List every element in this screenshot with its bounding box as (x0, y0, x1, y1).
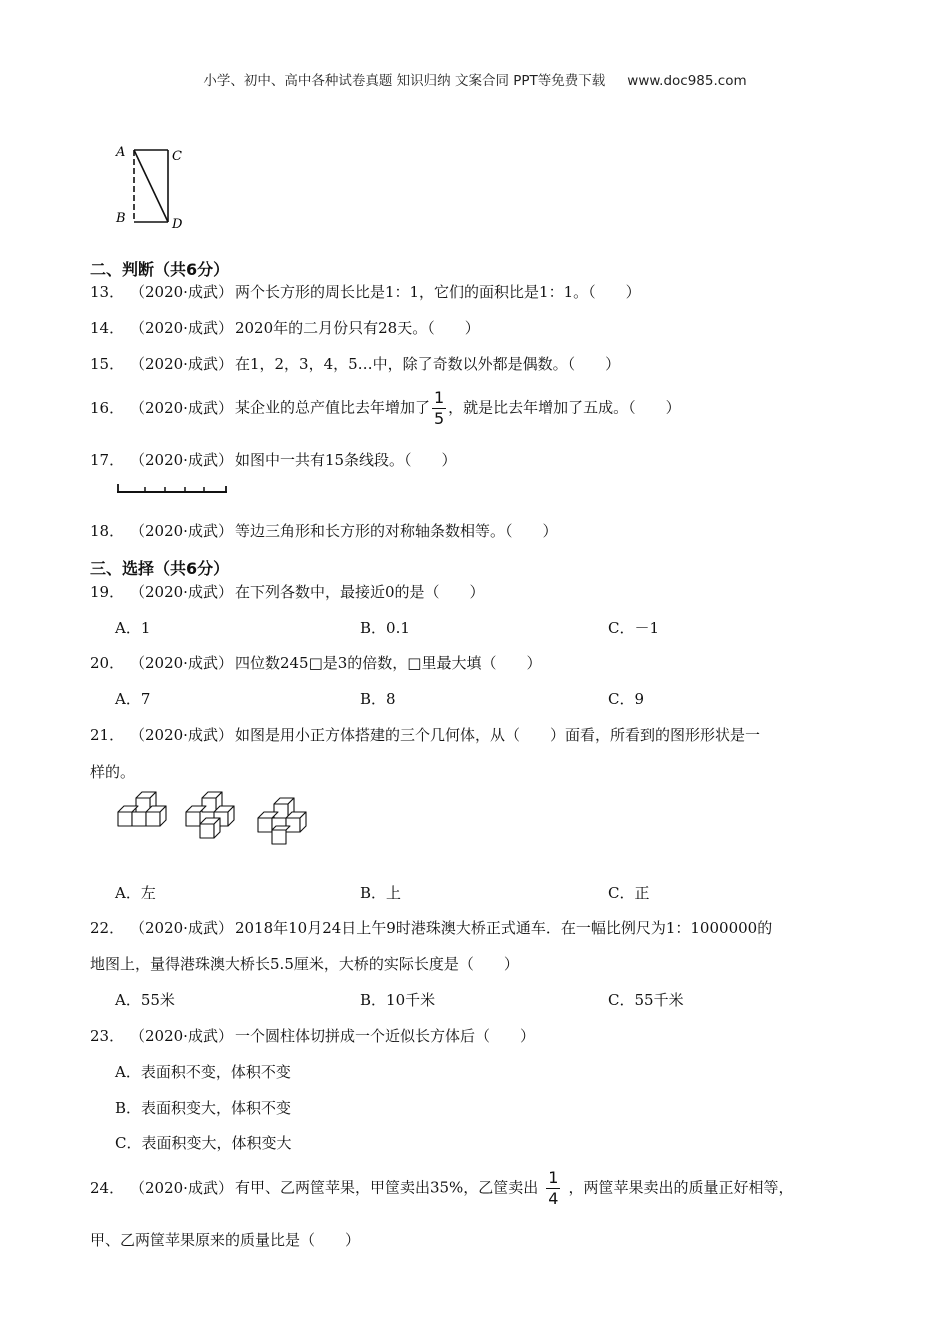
question-source: （2020·成武） (130, 726, 233, 744)
question-source: （2020·成武） (130, 283, 233, 301)
question-number: 18． (90, 522, 125, 540)
question-20 (90, 652, 541, 673)
question-number: 19． (90, 583, 125, 601)
label-a: A (116, 145, 126, 160)
question-text: 如图中一共有15条线段。（ ） (234, 451, 457, 469)
question-22-continued: 地图上，量得港珠澳大桥长5.5厘米，大桥的实际长度是（ ） (90, 955, 519, 973)
question-text: 在下列各数中，最接近0的是（ ） (234, 583, 485, 601)
question-15 (90, 353, 620, 374)
question-23 (90, 1025, 535, 1046)
question-21-continued: 样的。 (90, 763, 136, 781)
question-source: （2020·成武） (130, 398, 233, 417)
question-text-b: ，就是比去年增加了五成。（ ） (448, 398, 681, 417)
question-17 (90, 449, 457, 470)
header-url[interactable]: www.doc985.com (627, 73, 747, 89)
question-number: 22． (90, 919, 125, 937)
question-source: （2020·成武） (130, 451, 233, 469)
question-number: 17． (90, 451, 125, 469)
question-24 (90, 1168, 794, 1209)
option-a[interactable]: A．55米 (115, 991, 175, 1009)
question-source: （2020·成武） (130, 919, 233, 937)
question-text: 在1，2，3，4，5…中，除了奇数以外都是偶数。（ ） (234, 355, 621, 373)
question-text-b: ，两筐苹果卖出的质量正好相等， (568, 1178, 794, 1197)
question-number: 14． (90, 319, 125, 337)
option-a[interactable]: A．1 (115, 619, 151, 637)
option-b[interactable]: B．0.1 (360, 619, 410, 637)
question-source: （2020·成武） (130, 654, 233, 672)
question-text: 等边三角形和长方形的对称轴条数相等。（ ） (234, 522, 558, 540)
option-b[interactable]: B．上 (360, 884, 402, 902)
question-source: （2020·成武） (130, 522, 233, 540)
question-16 (90, 388, 681, 429)
question-text: 四位数245□是3的倍数，□里最大填（ ） (234, 654, 542, 672)
header-text: 小学、初中、高中各种试卷真题 知识归纳 文案合同 PPT等免费下载 (203, 73, 606, 89)
option-a[interactable]: A．7 (115, 690, 151, 708)
option-b[interactable]: B．10千米 (360, 991, 436, 1009)
fraction-numerator: 1 (548, 1168, 559, 1187)
option-c[interactable]: C．55千米 (608, 991, 684, 1009)
question-text: 如图是用小正方体搭建的三个几何体，从（ ）面看，所看到的图形形状是一 (234, 726, 760, 744)
fraction-numerator: 1 (433, 388, 445, 407)
question-source: （2020·成武） (130, 583, 233, 601)
question-21 (90, 724, 760, 745)
question-number: 21． (90, 726, 125, 744)
cube-solids-figure (114, 790, 324, 852)
question-source: （2020·成武） (130, 355, 233, 373)
question-24-continued: 甲、乙两筐苹果原来的质量比是（ ） (90, 1231, 361, 1249)
option-c[interactable]: C．正 (608, 884, 650, 902)
question-source: （2020·成武） (130, 319, 233, 337)
fraction-one-fifth (432, 388, 446, 429)
question-text: 2020年的二月份只有28天。（ ） (234, 319, 480, 337)
question-number: 15． (90, 355, 125, 373)
question-number: 13． (90, 283, 125, 301)
line-segments-figure (114, 480, 232, 500)
question-text: 两个长方形的周长比是1：1，它们的面积比是1：1。（ ） (234, 283, 641, 301)
option-a[interactable]: A．左 (115, 884, 156, 902)
fraction-denominator: 5 (433, 409, 445, 428)
option-c[interactable]: C．表面积变大，体积变大 (115, 1134, 292, 1152)
question-19 (90, 581, 485, 602)
question-number: 16． (90, 398, 125, 417)
fraction-one-quarter (546, 1168, 560, 1209)
question-text: 一个圆柱体切拼成一个近似长方体后（ ） (234, 1027, 535, 1045)
option-c[interactable]: C．9 (608, 690, 645, 708)
option-b[interactable]: B．8 (360, 690, 396, 708)
question-number: 23． (90, 1027, 125, 1045)
section-choice-title: 三、选择（共6分） (90, 559, 230, 578)
option-c[interactable]: C．－1 (608, 619, 660, 637)
question-text-a: 有甲、乙两筐苹果，甲筐卖出35%，乙筐卖出 (234, 1178, 539, 1197)
question-14 (90, 317, 480, 338)
label-b: B (116, 211, 126, 226)
option-b[interactable]: B．表面积变大，体积不变 (115, 1099, 292, 1117)
question-number: 24． (90, 1178, 125, 1197)
question-18 (90, 520, 557, 541)
rectangle-abcd-figure (110, 142, 200, 234)
question-text-a: 某企业的总产值比去年增加了 (234, 398, 430, 417)
question-source: （2020·成武） (130, 1027, 233, 1045)
option-a[interactable]: A．表面积不变，体积不变 (115, 1063, 291, 1081)
question-number: 20． (90, 654, 125, 672)
page-header (0, 69, 950, 89)
fraction-denominator: 4 (548, 1189, 559, 1208)
question-source: （2020·成武） (130, 1178, 233, 1197)
question-22 (90, 917, 772, 938)
question-text: 2018年10月24日上午9时港珠澳大桥正式通车．在一幅比例尺为1：1000000的 (234, 919, 773, 937)
label-c: C (172, 149, 182, 164)
label-d: D (172, 217, 183, 232)
section-judge-title: 二、判断（共6分） (90, 260, 230, 279)
question-13 (90, 281, 641, 302)
